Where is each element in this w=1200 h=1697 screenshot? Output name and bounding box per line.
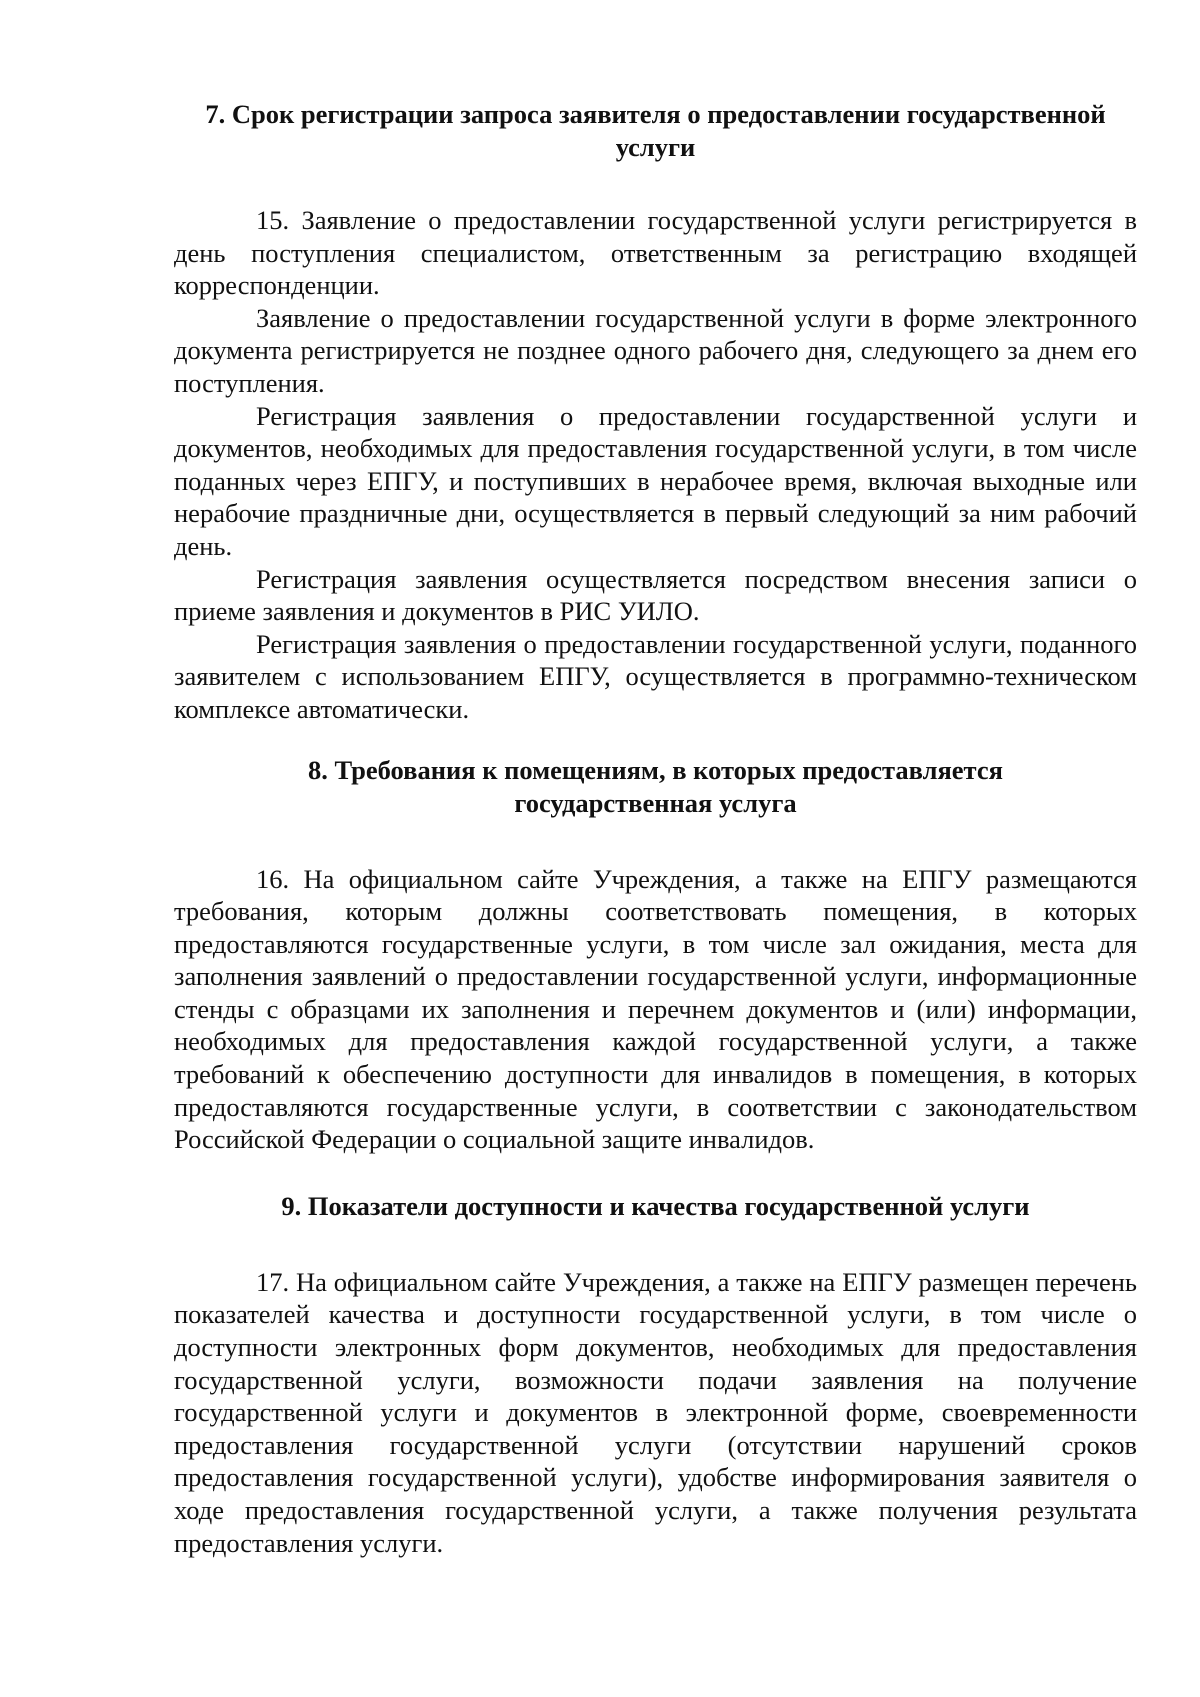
section-9-heading — [174, 1190, 1137, 1223]
section-8-body — [174, 863, 1137, 1156]
document-content — [174, 98, 1137, 1559]
paragraph-16: 16. На официальном сайте Учреждения, а также на ЕПГУ размещаются требования, которым должны соответствовать помещения, в которых предоставляются государственные услуги, в том числе зал ожидания, места для заполнения заявлений о предоставлении государственной услуги, информационные стенды с образцами их заполнения и перечнем документов и (или) информации, необходимых для предоставления каждой государственной услуги, а также требований к обеспечению доступности для инвалидов в помещения, в которых предоставляются государственные услуги, в соответствии с законодательством Российской Федерации о социальной защите инвалидов. — [174, 863, 1137, 1155]
section-7-body — [174, 204, 1137, 726]
paragraph-15: 15. Заявление о предоставлении государственной услуги регистрируется в день поступления специалистом, ответственным за регистрацию входящей корреспонденции. — [174, 205, 1137, 301]
section-8-heading — [174, 754, 1137, 820]
paragraph-15-5: Регистрация заявления о предоставлении государственной услуги, поданного заявителем с использованием ЕПГУ, осуществляется в программно-техническом комплексе автоматически. — [174, 628, 1137, 724]
section-7-heading-line1: 7. Срок регистрации запроса заявителя о предоставлении государственной — [205, 99, 1106, 129]
section-9-body — [174, 1266, 1137, 1559]
paragraph-15-4: Регистрация заявления осуществляется посредством внесения записи о приеме заявления и документов в РИС УИЛО. — [174, 563, 1137, 627]
paragraph-15-2: Заявление о предоставлении государственной услуги в форме электронного документа регистрируется не позднее одного рабочего дня, следующего за днем его поступления. — [174, 302, 1137, 398]
paragraph-17: 17. На официальном сайте Учреждения, а также на ЕПГУ размещен перечень показателей качества и доступности государственной услуги, в том числе о доступности электронных форм документов, необходимых для предоставления государственной услуги, возможности подачи заявления на получение государственной услуги и документов в электронной форме, своевременности предоставления государственной услуги (отсутствии нарушений сроков предоставления государственной услуги), удобстве информирования заявителя о ходе предоставления государственной услуги, а также получения результата предоставления услуги. — [174, 1266, 1137, 1558]
section-9-heading-line1: 9. Показатели доступности и качества государственной услуги — [281, 1190, 1030, 1221]
section-8-heading-line1: 8. Требования к помещениям, в которых предоставляется — [307, 754, 1004, 785]
section-7-heading — [174, 98, 1137, 164]
paragraph-15-3: Регистрация заявления о предоставлении государственной услуги и документов, необходимых для предоставления государственной услуги, в том числе поданных через ЕПГУ, и поступивших в нерабочее время, включая выходные или нерабочие праздничные дни, осуществляется в первый следующий за ним рабочий день. — [174, 400, 1137, 561]
section-8-heading-line2: государственная услуга — [514, 787, 797, 818]
section-7-heading-line2: услуги — [615, 132, 696, 162]
